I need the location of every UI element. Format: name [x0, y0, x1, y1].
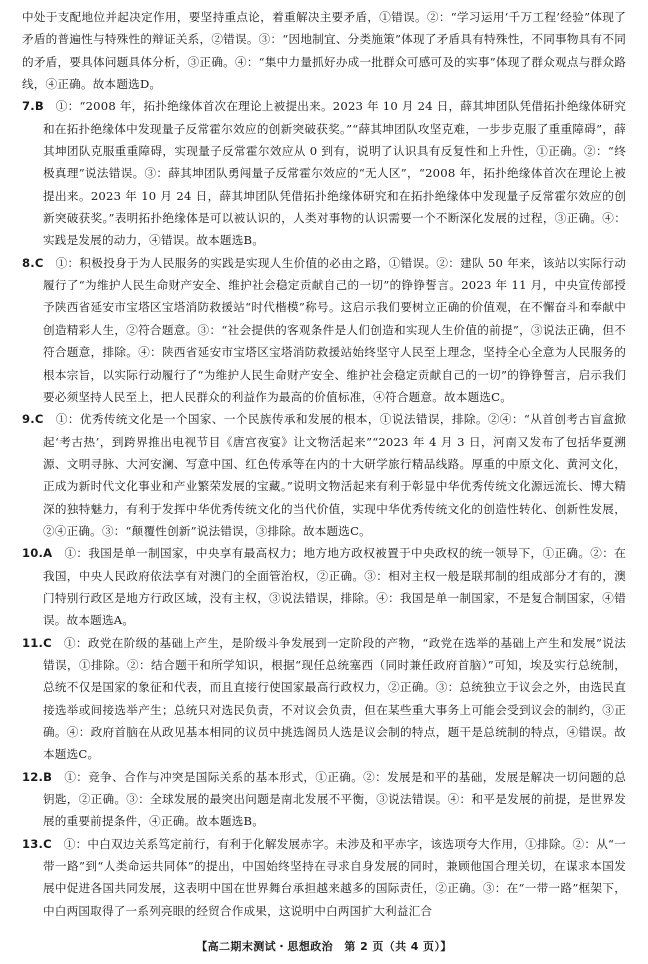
- question-number: 12.B: [22, 769, 53, 784]
- question-number: 7.B: [22, 99, 44, 114]
- page-footer: 【高二期末测试・思想政治 第 2 页（共 4 页）】: [196, 940, 452, 953]
- question-text: ①：优秀传统文化是一个国家、一个民族传承和发展的根本，①说法错误，排除。②④：“从首创考古盲盒掀起‘考古热’，到跨界推出电视节目《唐宫夜宴》让文物活起来”“2023 年 4 月 3 日，河南又发布了包括华夏溯源、文明寻脉、大河安澜、写意中国、红色传承等在内的十大研学旅行精品线路。厚重的中原文化、黄河文化，正成为新时代文化事业和产业繁荣发展的宝藏。”说明文物活起来有利于彰显中华优秀传统文化源远流长、博大精深的独特魅力，有利于发挥中华优秀传统文化的当代价值，实现中华优秀传统文化的创造性转化、创新性发展，②④正确。③：“颠覆性创新”说法错误，③排除。故本题选C。: [43, 412, 627, 538]
- question-text: ①：我国是单一制国家，中央享有最高权力；地方地方政权被置于中央政权的统一领导下，①正确。②：在我国，中央人民政府依法享有对澳门的全面管治权，②正确。③：相对主权一般是联邦制的组成部分才有的，澳门特别行政区是地方行政区域，没有主权，③说法错误，排除。④：我国是单一制国家，不是复合制国家，④错误。故本题选A。: [43, 546, 627, 628]
- question-11: [22, 632, 626, 766]
- question-text: ①：竞争、合作与冲突是国际关系的基本形式，①正确。②：发展是和平的基础，发展是解决一切问题的总钥匙，②正确。③：全球发展的最突出问题是南北发展不平衡，③说法错误。④：和平是发展的前提，是世界发展的重要前提条件，④正确。故本题选B。: [43, 769, 627, 829]
- question-8: [22, 252, 626, 408]
- question-7: [22, 95, 626, 251]
- question-number: 13.C: [22, 836, 52, 851]
- question-number: 11.C: [22, 635, 52, 650]
- intro-paragraph: 中处于支配地位并起决定作用，要坚持重点论，着重解决主要矛盾，①错误。②：“学习运用‘千万工程’经验”体现了矛盾的普遍性与特殊性的辩证关系，②错误。③：“因地制宜、分类施策”体现了矛盾具有特殊性，不同事物具有不同的矛盾，要具体问题具体分析，③正确。④：“集中力量抓好办成一批群众可感可及的实事”体现了群众观点与群众路线，④正确。故本题选D。: [22, 10, 626, 92]
- question-13: [22, 833, 626, 922]
- question-12: [22, 766, 626, 833]
- question-text: ①：积极投身于为人民服务的实践是实现人生价值的必由之路，①错误。②：建队 50 年来，该站以实际行动履行了“为维护人民生命财产安全、维护社会稳定贡献自己的一切”的铮铮誓言。2023 年 11 月，中央宣传部授予陕西省延安市宝塔区宝塔消防救援站“时代楷模”称号。这启示我们要树立正确的价值观，在不懈奋斗和奉献中创造精彩人生，②符合题意。③：“社会提供的客观条件是人们创造和实现人生价值的前提”，③说法正确，但不符合题意，排除。④：陕西省延安市宝塔区宝塔消防救援站始终坚守人民至上理念，坚持全心全意为人民服务的根本宗旨，以实际行动履行了“为维护人民生命财产安全、维护社会稳定贡献自己的一切”的铮铮誓言，启示我们要必须坚持人民至上，把人民群众的利益作为最高的价值标准，④符合题意。故本题选C。: [43, 255, 626, 404]
- question-9: [22, 408, 626, 542]
- question-number: 8.C: [22, 255, 44, 270]
- question-10: [22, 542, 626, 631]
- question-text: ①：政党在阶级的基础上产生，是阶级斗争发展到一定阶段的产物，“政党在选举的基础上产生和发展”说法错误，①排除。②：结合题干和所学知识，根据“现任总统塞西（同时兼任政府首脑）”可知，埃及实行总统制，总统不仅是国家的象征和代表，而且直接行使国家最高行政权力，②正确。③：总统独立于议会之外，由选民直接选举或间接选举产生；总统只对选民负责，不对议会负责，但在某些重大事务上可能会受到议会的制约，③正确。④：政府首脑在从政见基本相同的议员中挑选阁员人选是议会制的特点，题干是总统制的特点，④错误。故本题选C。: [43, 635, 626, 762]
- question-number: 10.A: [22, 546, 53, 561]
- question-text: ①：“2008 年，拓扑绝缘体首次在理论上被提出来。2023 年 10 月 24 日，薛其坤团队凭借拓扑绝缘体研究和在拓扑绝缘体中发现量子反常霍尔效应的创新突破获奖。”“薛其坤团队攻坚克难，一步步克服了重重障碍”，薛其坤团队克服重重障碍，实现量子反常霍尔效应从 0 到有，说明了认识具有反复性和上升性，①正确。②：“终极真理”说法错误。③：薛其坤团队勇闯量子反常霍尔效应的“无人区”，“2008 年，拓扑绝缘体首次在理论上被提出来。2023 年 10 月 24 日，薛其坤团队凭借拓扑绝缘体研究和在拓扑绝缘体中发现量子反常霍尔效应的创新突破获奖。”表明拓扑绝缘体是可以被认识的，人类对事物的认识需要一个不断深化发展的过程，③正确。④：实践是发展的动力，④错误。故本题选B。: [43, 99, 626, 248]
- question-text: ①：中白双边关系笃定前行，有利于化解发展赤字。未涉及和平赤字，该选项夸大作用，①排除。②：从“一带一路”到“人类命运共同体”的提出，中国始终坚持在寻求自身发展的同时，兼顾他国合理关切，在谋求本国发展中促进各国共同发展，这表明中国在世界舞台承担越来越多的国际责任，②正确。③：在“一带一路”框架下，中白两国取得了一系列亮眼的经贸合作成果，这说明中白两国扩大利益汇合: [43, 836, 626, 918]
- question-number: 9.C: [22, 412, 44, 427]
